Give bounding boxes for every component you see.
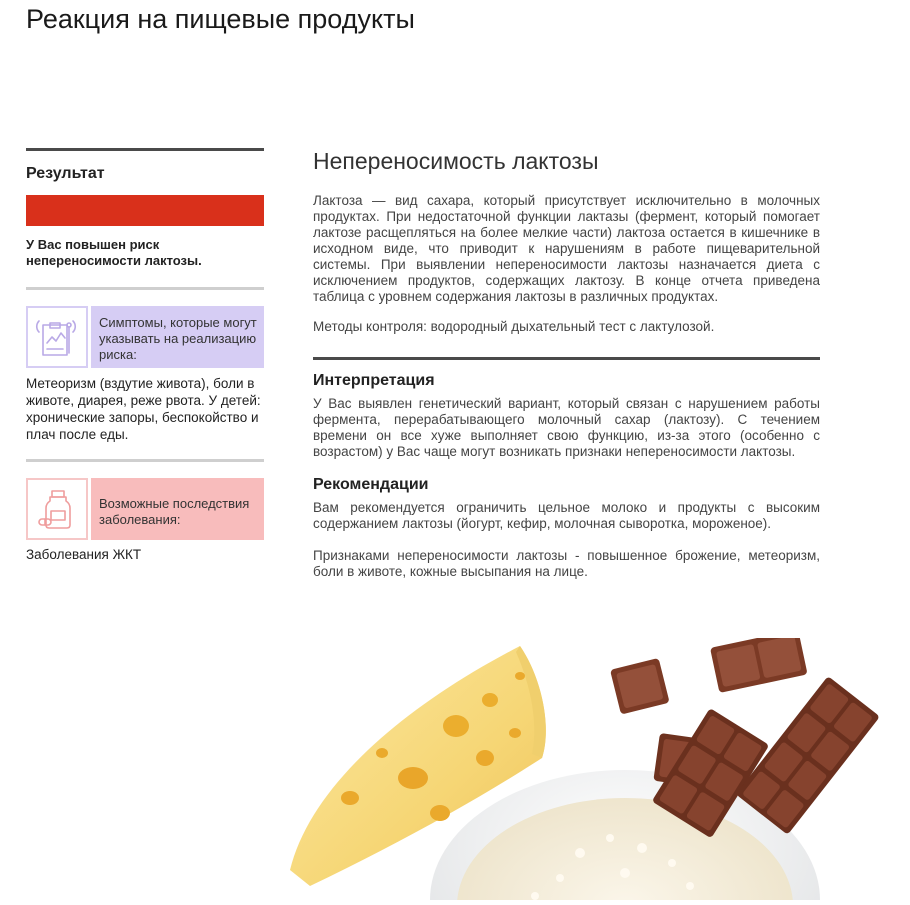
condition-heading: Непереносимость лактозы — [313, 148, 599, 174]
divider — [26, 287, 264, 290]
symptoms-label: Симптомы, которые могут указывать на реализацию риска: — [91, 306, 264, 368]
medicine-bottle-icon — [26, 478, 88, 540]
recommendations-heading: Рекомендации — [313, 476, 429, 493]
divider — [313, 357, 820, 360]
recommendation-paragraph: Вам рекомендуется ограничить цельное молоко и продукты с высоким содержанием лактозы (йогурт, кефир, молочная сыворотка, мороженое). — [313, 500, 820, 531]
main-content — [313, 148, 820, 580]
interpretation-paragraph: У Вас выявлен генетический вариант, который связан с нарушением работы фермента, перерабатывающего молочный сахар (лактозу). С течением времени он все хуже выполняет свою функцию, из-за этого (особенно с возрастом) у Вас чаще могут возникать признаки непереносимости лактозы. — [313, 396, 820, 459]
consequences-label: Возможные последствия заболевания: — [91, 478, 264, 540]
risk-indicator-bar — [26, 195, 264, 226]
interpretation-heading: Интерпретация — [313, 372, 435, 389]
result-heading: Результат — [26, 165, 105, 182]
consequences-block — [26, 478, 264, 540]
intro-paragraph: Лактоза — вид сахара, который присутствует исключительно в молочных продуктах. При недостаточной функции лактазы (фермент, который помогает лактозе расщепляться на более мелкие части) лактоза остается в кишечнике в исходном виде, что приводит к нарушениям в работе пищеварительной системы. При выявлении непереносимости лактозы назначается диета с исключением продуктов, содержащих лактозу. В конце отчета приведена таблица с уровнем содержания лактозы в различных продуктах. — [313, 193, 820, 304]
page-title: Реакция на пищевые продукты — [26, 4, 415, 34]
clipboard-chart-icon — [26, 306, 88, 368]
dairy-food-illustration — [280, 638, 910, 900]
symptoms-block — [26, 306, 264, 368]
symptoms-paragraph: Признаками непереносимости лактозы - повышенное брожение, метеоризм, боли в животе, кожные высыпания на лице. — [313, 548, 820, 579]
risk-text: У Вас повышен риск непереносимости лактозы. — [26, 237, 202, 268]
symptoms-description: Метеоризм (вздутие живота), боли в животе, диарея, реже рвота. У детей: хронические запоры, беспокойство и плач после еды. — [26, 376, 261, 442]
consequences-description: Заболевания ЖКТ — [26, 547, 142, 562]
result-sidebar — [26, 148, 264, 562]
divider — [26, 459, 264, 462]
divider — [26, 148, 264, 151]
methods-paragraph: Методы контроля: водородный дыхательный тест с лактулозой. — [313, 319, 715, 334]
